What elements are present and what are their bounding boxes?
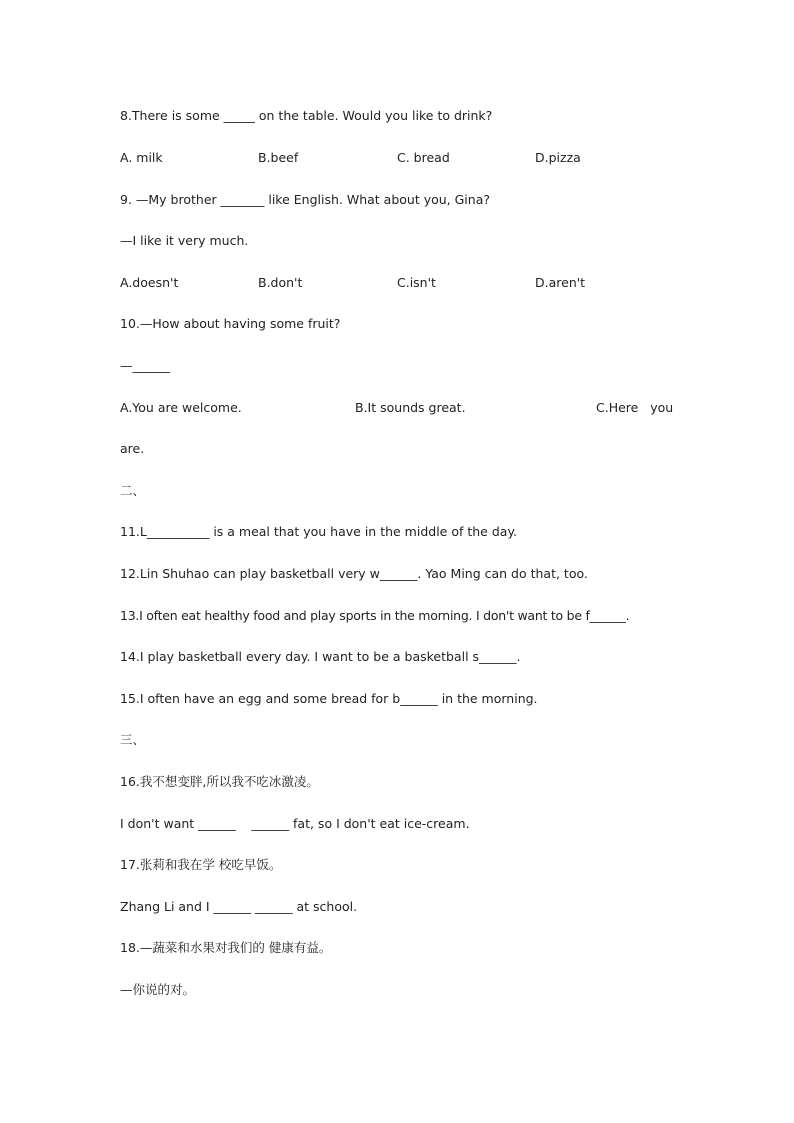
q14: 14.I play basketball every day. I want to be a basketball s______. [120,649,521,664]
q16-english: I don't want ______ ______ fat, so I don't eat ice-cream. [120,816,470,831]
q10-stem: 10.—How about having some fruit? [120,316,341,331]
q10-option-a: A.You are welcome. [120,400,242,415]
q8-option-b: B.beef [258,150,299,165]
q9-option-b: B.don't [258,275,303,290]
q8-option-c: C. bread [397,150,450,165]
q17-english: Zhang Li and I ______ ______ at school. [120,899,358,914]
q10-option-c-wrap: are. [120,441,145,456]
q8-option-a: A. milk [120,150,163,165]
q12: 12.Lin Shuhao can play basketball very w______. Yao Ming can do that, too. [120,566,588,581]
q9-reply: —I like it very much. [120,233,249,248]
q10-reply: —______ [120,358,170,373]
q17-chinese: 17.张莉和我在学 校吃早饭。 [120,857,282,872]
q18-chinese: 18.—蔬菜和水果对我们的 健康有益。 [120,940,332,955]
q10-option-b: B.It sounds great. [355,400,466,415]
q9-stem: 9. —My brother _______ like English. What about you, Gina? [120,192,490,207]
q8-stem: 8.There is some _____ on the table. Would you like to drink? [120,108,493,123]
q9-option-c: C.isn't [397,275,436,290]
q18-reply: —你说的对。 [120,982,196,997]
q10-option-c: C.Here you [596,400,674,415]
section2-heading: 二、 [120,483,146,498]
q11: 11.L__________ is a meal that you have in the middle of the day. [120,524,518,539]
q16-chinese: 16.我不想变胖,所以我不吃冰激凌。 [120,774,319,789]
q8-option-d: D.pizza [535,150,581,165]
q13: 13.I often eat healthy food and play sports in the morning. I don't want to be f______. [120,608,630,623]
q15: 15.I often have an egg and some bread for b______ in the morning. [120,691,538,706]
q9-option-d: D.aren't [535,275,586,290]
section3-heading: 三、 [120,732,146,747]
q9-option-a: A.doesn't [120,275,179,290]
